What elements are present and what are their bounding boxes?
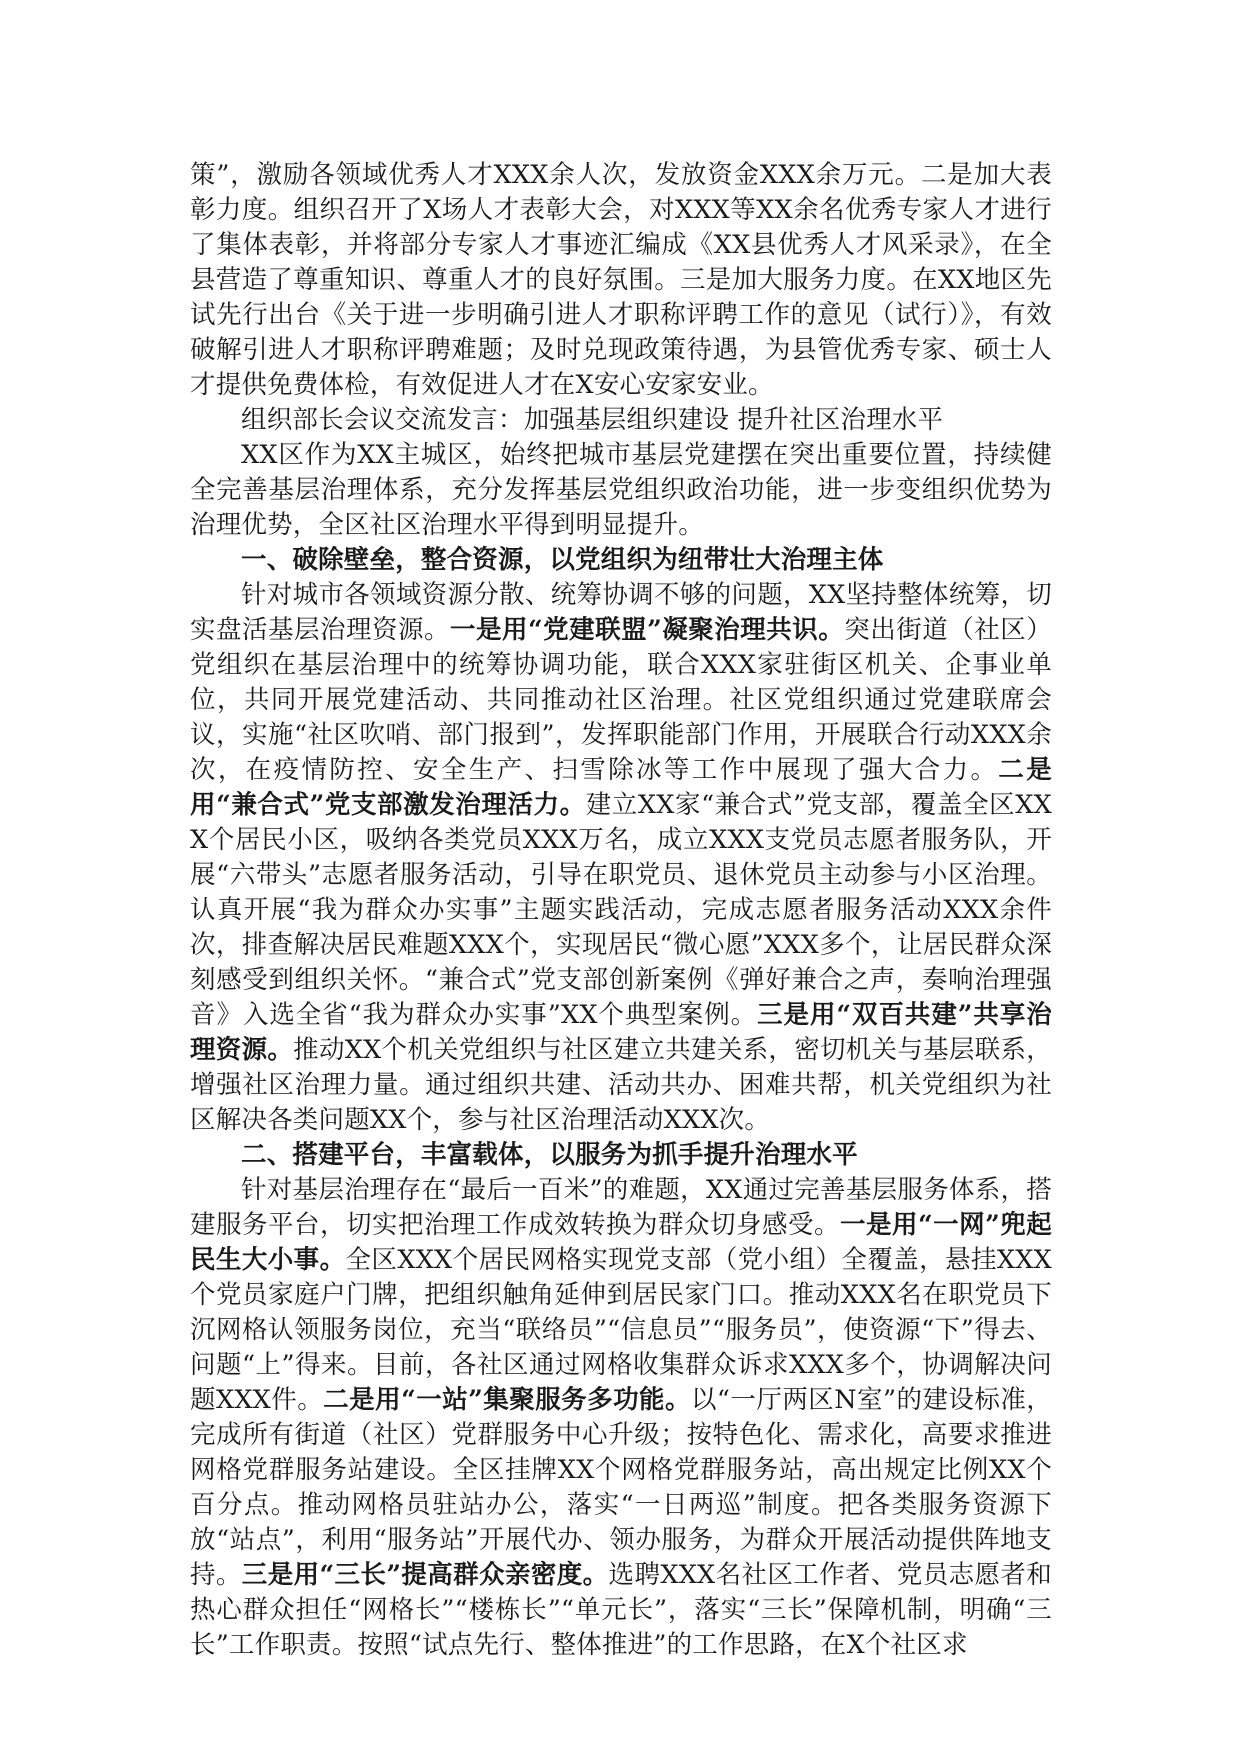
bold-point-3: 三是用“双百共建”共享治理资源。 <box>190 1000 1052 1065</box>
text-run: 选聘XXX名社区工作者、党员志愿者和热心群众担任“网格长”“楼栋长”“单元长”，落实“三长”保障机制，明确“三长”工作职责。按照“试点先行、整体推进”的工作思路，在X个社区求 <box>190 1560 1053 1660</box>
text-run: 推动XX个机关党组织与社区建立共建关系，密切机关与基层联系，增强社区治理力量。通过组织共建、活动共办、困难共帮，机关党组织为社区解决各类问题XX个，参与社区治理活动XXX次。 <box>190 1035 1052 1135</box>
text-run: 针对城市各领域资源分散、统筹协调不够的问题，XX坚持整体统筹，切实盘活基层治理资源。 <box>190 580 1052 645</box>
text-run: 全区XXX个居民网格实现党支部（党小组）全覆盖，悬挂XXX个党员家庭户门牌，把组织触角延伸到居民家门口。推动XXX名在职党员下沉网格认领服务岗位，充当“联络员”“信息员”“服务员”，使资源“下”得去、问题“上”得来。目前，各社区通过网格收集群众诉求XXX多个，协调解决问题XXX件。 <box>190 1245 1052 1415</box>
paragraph-talent-policy: 策”，激励各领域优秀人才XXX余人次，发放资金XXX余万元。二是加大表彰力度。组织召开了X场人才表彰大会，对XXX等XX余名优秀专家人才进行了集体表彰，并将部分专家人才事迹汇编成《XX县优秀人才风采录》，在全县营造了尊重知识、尊重人才的良好氛围。三是加大服务力度。在XX地区先试先行出台《关于进一步明确引进人才职称评聘工作的意见（试行）》，有效破解引进人才职称评聘难题；及时兑现政策待遇，为县管优秀专家、硕士人才提供免费体检，有效促进人才在X安心安家安业。 <box>190 160 1052 400</box>
section-1-paragraph <box>190 578 1052 1138</box>
bold-point-1: 一是用“一网”兜起民生大小事。 <box>190 1210 1052 1275</box>
bold-point-3: 三是用“三长”提高群众亲密度。 <box>241 1560 609 1590</box>
bold-point-1: 一是用“党建联盟”凝聚治理共识。 <box>449 615 845 645</box>
bold-point-2: 二是用“兼合式”党支部激发治理活力。 <box>190 755 1052 820</box>
section-2-paragraph <box>190 1173 1052 1663</box>
bold-point-2: 二是用“一站”集聚服务多功能。 <box>323 1385 691 1415</box>
section-2-heading: 二、搭建平台，丰富载体，以服务为抓手提升治理水平 <box>241 1140 858 1170</box>
text-run: 以“一厅两区N室”的建设标准，完成所有街道（社区）党群服务中心升级；按特色化、需求化，高要求推进网格党群服务站建设。全区挂牌XX个网格党群服务站，高出规定比例XX个百分点。推动网格员驻站办公，落实“一日两巡”制度。把各类服务资源下放“站点”，利用“服务站”开展代办、领办服务，为群众开展活动提供阵地支持。 <box>190 1385 1053 1590</box>
text-run: 突出街道（社区）党组织在基层治理中的统筹协调功能，联合XXX家驻街区机关、企事业单位，共同开展党建活动、共同推动社区治理。社区党组织通过党建联席会议，实施“社区吹哨、部门报到”，发挥职能部门作用，开展联合行动XXX余次，在疫情防控、安全生产、扫雪除冰等工作中展现了强大合力。 <box>190 615 1052 785</box>
speech-title: 组织部长会议交流发言：加强基层组织建设 提升社区治理水平 <box>241 405 944 435</box>
document-page <box>190 158 1052 1663</box>
intro-paragraph: XX区作为XX主城区，始终把城市基层党建摆在突出重要位置，持续健全完善基层治理体系，充分发挥基层党组织政治功能，进一步变组织优势为治理优势，全区社区治理水平得到明显提升。 <box>190 440 1052 540</box>
section-1-heading: 一、破除壁垒，整合资源，以党组织为纽带壮大治理主体 <box>241 545 884 575</box>
text-run: 针对基层治理存在“最后一百米”的难题，XX通过完善基层服务体系，搭建服务平台，切实把治理工作成效转换为群众切身感受。 <box>190 1175 1052 1240</box>
text-run: 建立XX家“兼合式”党支部，覆盖全区XXX个居民小区，吸纳各类党员XXX万名，成立XXX支党员志愿者服务队，开展“六带头”志愿者服务活动，引导在职党员、退休党员主动参与小区治理。认真开展“我为群众办实事”主题实践活动，完成志愿者服务活动XXX余件次，排查解决居民难题XXX个，实现居民“微心愿”XXX多个，让居民群众深刻感受到组织关怀。“兼合式”党支部创新案例《弹好兼合之声，奏响治理强音》入选全省“我为群众办实事”XX个典型案例。 <box>190 790 1052 1030</box>
